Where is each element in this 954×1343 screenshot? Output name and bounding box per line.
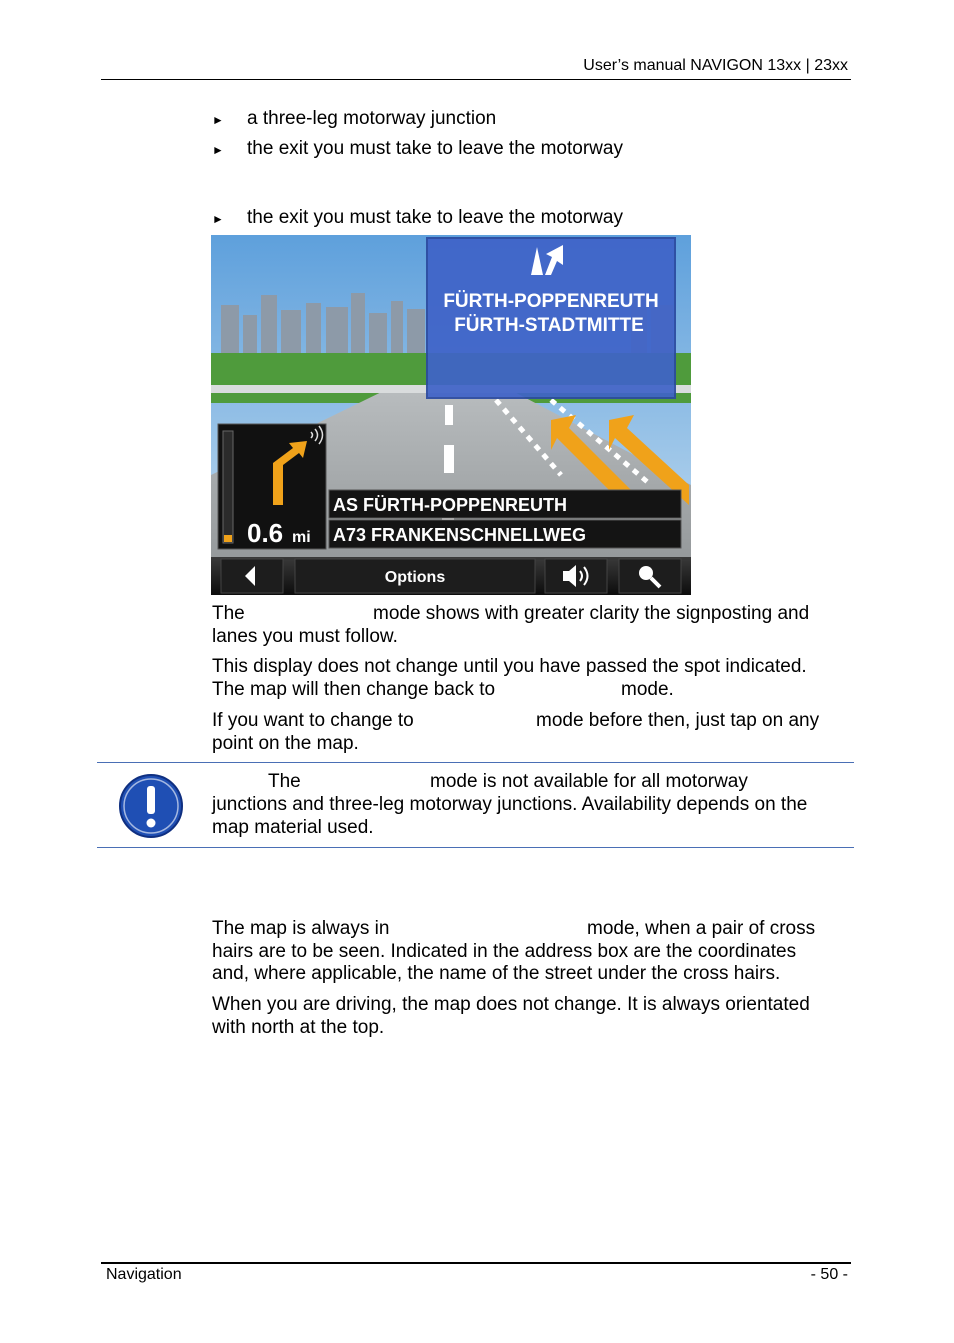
header-rule xyxy=(101,79,851,80)
para-1-line-2: lanes you must follow. xyxy=(212,626,398,647)
road-label-2: A73 FRANKENSCHNELLWEG xyxy=(333,525,587,545)
note-line-1-end: mode is not available for all motorway xyxy=(430,771,748,792)
note-line-3: map material used. xyxy=(212,817,374,838)
para-1-start: The xyxy=(212,603,245,624)
bullet-marker: ► xyxy=(212,212,224,226)
road-label-1: AS FÜRTH-POPPENREUTH xyxy=(333,495,568,515)
note-line-2: junctions and three-leg motorway junctions. Availability depends on the xyxy=(212,794,808,815)
navigation-screenshot xyxy=(211,235,691,595)
distance-bar-fill xyxy=(224,535,232,542)
sign-line-2: FÜRTH-STADTMITTE xyxy=(454,315,644,336)
section2-line-5: with north at the top. xyxy=(212,1017,385,1038)
para-3-line-1-end: mode before then, just tap on any xyxy=(536,710,820,731)
search-button[interactable] xyxy=(619,559,681,593)
para-3-line-1: If you want to change to xyxy=(212,710,414,731)
distance-bar xyxy=(223,431,233,543)
bullet-item: the exit you must take to leave the motorway xyxy=(247,138,623,159)
bullet-marker: ► xyxy=(212,143,224,157)
distance-value: 0.6 xyxy=(247,518,284,548)
bullet-item: the exit you must take to leave the motorway xyxy=(247,207,623,228)
para-2-line-2: The map will then change back to xyxy=(212,679,496,700)
para-1-cont: mode shows with greater clarity the signposting and xyxy=(373,603,810,624)
footer-rule xyxy=(101,1262,851,1264)
section2-line-3: and, where applicable, the name of the street under the cross hairs. xyxy=(212,963,781,984)
section2-line-1: The map is always in xyxy=(212,918,390,939)
options-label: Options xyxy=(384,569,446,586)
exclamation-icon xyxy=(118,773,184,839)
sign-line-1: FÜRTH-POPPENREUTH xyxy=(443,291,659,312)
note-rule-bottom xyxy=(97,847,854,848)
note-line-1-start: The xyxy=(268,771,301,792)
section2-line-2: hairs are to be seen. Indicated in the address box are the coordinates xyxy=(212,941,797,962)
back-button[interactable] xyxy=(221,559,283,593)
para-2-line-1: This display does not change until you have passed the spot indicated. xyxy=(212,656,807,677)
running-header: User’s manual NAVIGON 13xx | 23xx xyxy=(583,57,848,74)
para-2-line-2-end: mode. xyxy=(621,679,674,700)
section2-line-1-end: mode, when a pair of cross xyxy=(587,918,816,939)
page-number: - 50 - xyxy=(810,1266,848,1283)
volume-button[interactable] xyxy=(545,559,607,593)
para-3-line-2: point on the map. xyxy=(212,733,359,754)
distance-unit: mi xyxy=(292,529,311,546)
section2-line-4: When you are driving, the map does not change. It is always orientated xyxy=(212,994,810,1015)
footer-section: Navigation xyxy=(106,1266,182,1283)
note-rule-top xyxy=(97,762,854,763)
bullet-item: a three-leg motorway junction xyxy=(247,108,497,129)
bullet-marker: ► xyxy=(212,113,224,127)
options-button[interactable] xyxy=(295,559,535,593)
